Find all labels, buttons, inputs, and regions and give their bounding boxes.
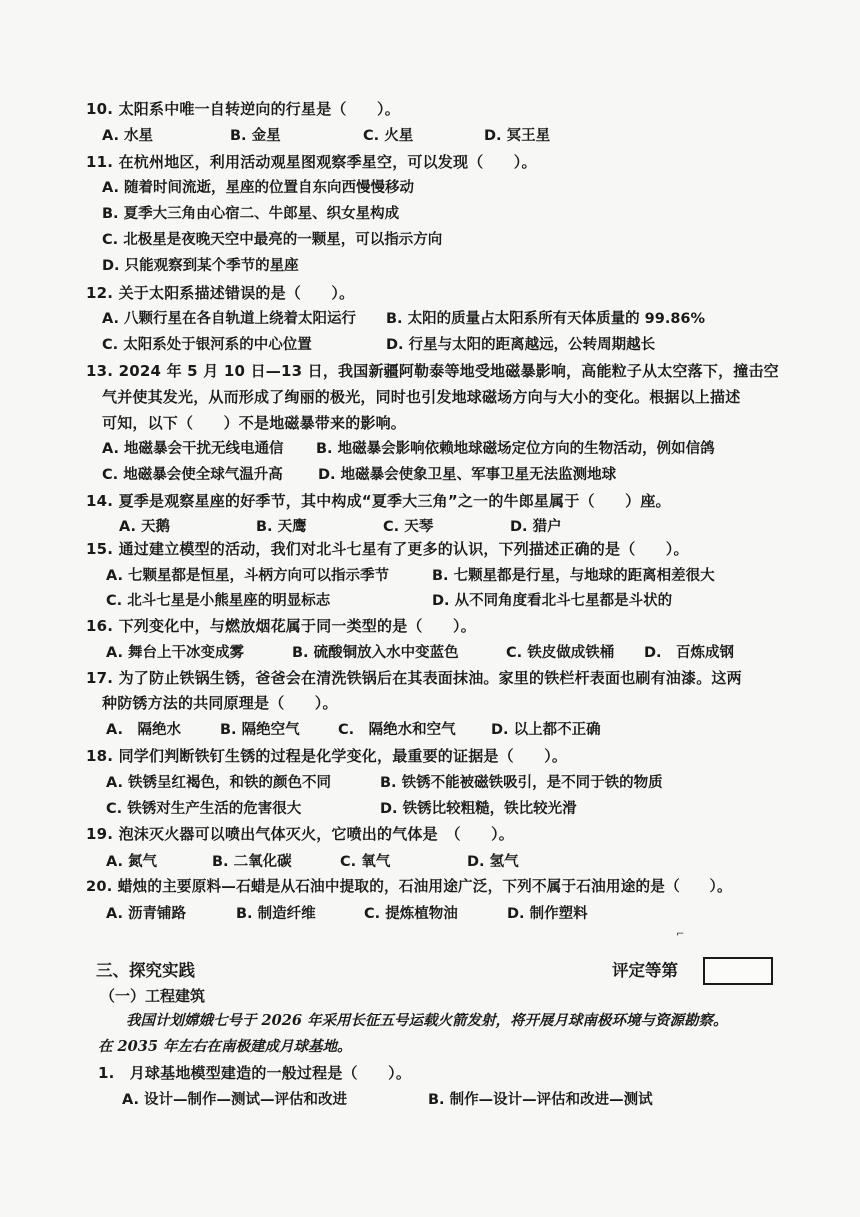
q13-option-c: C. 地磁暴会使全球气温升高: [102, 467, 283, 483]
q19-option-b: B. 二氧化碳: [212, 854, 292, 870]
q20-option-d: D. 制作塑料: [507, 906, 588, 922]
q12-option-c: C. 太阳系处于银河系的中心位置: [102, 337, 312, 353]
q13-option-b: B. 地磁暴会影响依赖地球磁场定位方向的生物活动，例如信鸽: [316, 441, 715, 457]
q10-option-b: B. 金星: [230, 128, 281, 144]
q17-option-d: D. 以上都不正确: [491, 722, 601, 738]
q11-option-c: C. 北极星是夜晚天空中最亮的一颗星，可以指示方向: [102, 232, 443, 248]
q19-option-a: A. 氮气: [106, 854, 158, 870]
q19-option-d: D. 氢气: [467, 854, 519, 870]
question-13-line-2: 气并使其发光，从而形成了绚丽的极光，同时也引发地球磁场方向与大小的变化。根据以上描述: [102, 388, 741, 406]
q11-option-d: D. 只能观察到某个季节的星座: [102, 258, 299, 274]
question-19: 19. 泡沫灭火器可以喷出气体灭火，它喷出的气体是 （ ）。: [86, 825, 514, 843]
question-15: 15. 通过建立模型的活动，我们对北斗七星有了更多的认识，下列描述正确的是（ ）。: [86, 540, 689, 558]
question-18: 18. 同学们判断铁钉生锈的过程是化学变化，最重要的证据是（ ）。: [86, 747, 568, 765]
q14-option-b: B. 天鹰: [256, 519, 307, 535]
q12-option-b: B. 太阳的质量占太阳系所有天体质量的 99.86%: [386, 311, 706, 327]
q10-option-c: C. 火星: [363, 128, 414, 144]
q10-option-a: A. 水星: [102, 128, 154, 144]
q15-option-b: B. 七颗星都是行星，与地球的距离相差很大: [432, 568, 715, 584]
question-14: 14. 夏季是观察星座的好季节，其中构成“夏季大三角”之一的牛郎星属于（ ）座。: [86, 492, 671, 510]
q10-option-d: D. 冥王星: [484, 128, 551, 144]
subsection-title: （一）工程建筑: [100, 987, 206, 1005]
q16-option-c: C. 铁皮做成铁桶: [506, 645, 615, 661]
question-12: 12. 关于太阳系描述错误的是（ ）。: [86, 284, 355, 302]
q18-option-c: C. 铁锈对生产生活的危害很大: [106, 801, 302, 817]
s3q1-option-b: B. 制作—设计—评估和改进—测试: [428, 1092, 653, 1108]
question-17-line-2: 种防锈方法的共同原理是（ ）。: [102, 694, 338, 712]
question-11: 11. 在杭州地区，利用活动观星图观察季星空，可以发现（ ）。: [86, 153, 537, 171]
q15-option-a: A. 七颗星都是恒星，斗柄方向可以指示季节: [106, 568, 390, 584]
q15-option-c: C. 北斗七星是小熊星座的明显标志: [106, 593, 331, 609]
rating-label: 评定等第: [612, 961, 678, 980]
q20-option-c: C. 提炼植物油: [364, 906, 458, 922]
rating-box[interactable]: [703, 957, 773, 985]
question-16: 16. 下列变化中，与燃放烟花属于同一类型的是（ ）。: [86, 617, 476, 635]
q17-option-b: B. 隔绝空气: [220, 722, 300, 738]
q20-option-b: B. 制造纤维: [236, 906, 316, 922]
section-title: 三、探究实践: [96, 961, 195, 980]
q16-option-a: A. 舞台上干冰变成雾: [106, 645, 245, 661]
q16-option-b: B. 硫酸铜放入水中变蓝色: [292, 645, 459, 661]
q12-option-d: D. 行星与太阳的距离越远，公转周期越长: [386, 337, 656, 353]
stray-mark: ⌐: [676, 929, 685, 940]
intro-line-1: 我国计划嫦娥七号于 2026 年采用长征五号运载火箭发射，将开展月球南极环境与资源勘察。: [126, 1012, 728, 1029]
question-13-line-1: 13. 2024 年 5 月 10 日—13 日，我国新疆阿勒泰等地受地磁暴影响，高能粒子从太空落下，撞击空: [86, 362, 779, 380]
q12-option-a: A. 八颗行星在各自轨道上绕着太阳运行: [102, 311, 357, 327]
q14-option-d: D. 猎户: [510, 519, 562, 535]
q15-option-d: D. 从不同角度看北斗七星都是斗状的: [432, 593, 673, 609]
q19-option-c: C. 氧气: [340, 854, 391, 870]
q13-option-d: D. 地磁暴会使象卫星、军事卫星无法监测地球: [318, 467, 617, 483]
q18-option-a: A. 铁锈呈红褐色，和铁的颜色不同: [106, 775, 332, 791]
question-13-line-3: 可知，以下（ ）不是地磁暴带来的影响。: [102, 414, 407, 432]
question-10: 10. 太阳系中唯一自转逆向的行星是（ ）。: [86, 100, 400, 118]
intro-line-2: 在 2035 年左右在南极建成月球基地。: [98, 1038, 352, 1055]
q14-option-c: C. 天琴: [383, 519, 434, 535]
section3-question-1: 1. 月球基地模型建造的一般过程是（ ）。: [98, 1064, 412, 1082]
question-20: 20. 蜡烛的主要原料—石蜡是从石油中提取的，石油用途广泛，下列不属于石油用途的是（ ）。: [86, 878, 732, 895]
q13-option-a: A. 地磁暴会干扰无线电通信: [102, 441, 284, 457]
q18-option-d: D. 铁锈比较粗糙，铁比较光滑: [380, 801, 577, 817]
q18-option-b: B. 铁锈不能被磁铁吸引，是不同于铁的物质: [380, 775, 663, 791]
question-17-line-1: 17. 为了防止铁锅生锈，爸爸会在清洗铁锅后在其表面抹油。家里的铁栏杆表面也刷有油漆。这两: [86, 669, 742, 687]
q11-option-a: A. 随着时间流逝，星座的位置自东向西慢慢移动: [102, 180, 415, 196]
s3q1-option-a: A. 设计—制作—测试—评估和改进: [122, 1092, 348, 1108]
q16-option-d: D. 百炼成钢: [644, 645, 735, 661]
q11-option-b: B. 夏季大三角由心宿二、牛郎星、织女星构成: [102, 206, 400, 222]
q20-option-a: A. 沥青铺路: [106, 906, 187, 922]
q17-option-a: A. 隔绝水: [106, 722, 181, 738]
q17-option-c: C. 隔绝水和空气: [338, 722, 456, 738]
q14-option-a: A. 天鹅: [119, 519, 171, 535]
